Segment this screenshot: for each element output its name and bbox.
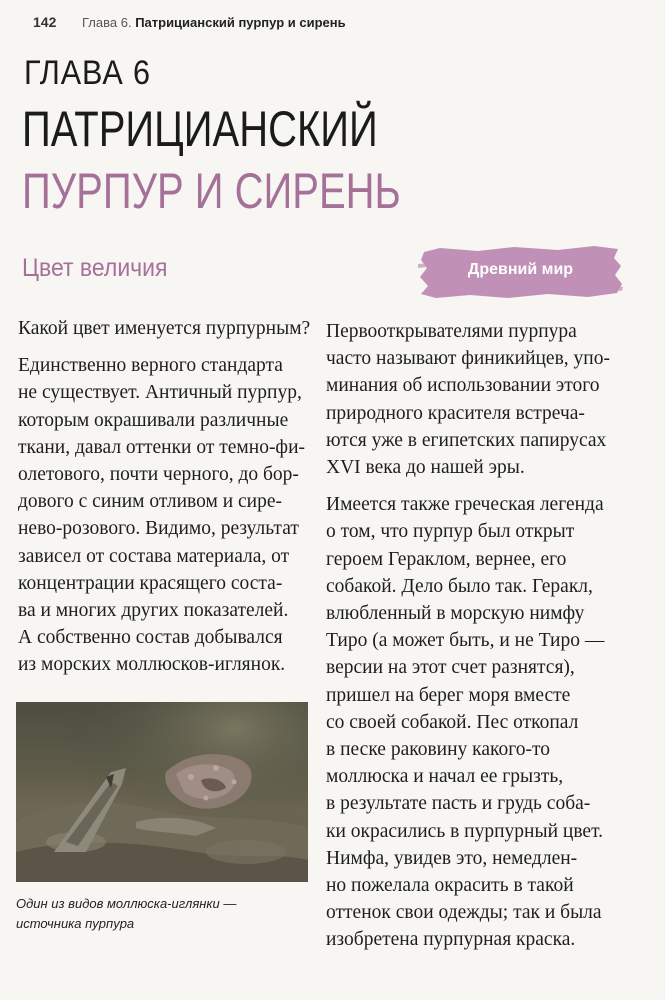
text-line: со своей собакой. Пес откопал <box>326 711 579 733</box>
text-line: о том, что пурпур был открыт <box>326 521 575 543</box>
text-line: нево-розового. Видимо, результат <box>18 518 299 540</box>
text-line: Нимфа, увидев это, немедлен- <box>326 847 578 869</box>
text-line: версии на этот счет разнятся), <box>326 657 575 679</box>
text-line: которым окрашивали различные <box>18 409 289 431</box>
mollusk-photo-illustration <box>16 702 308 882</box>
text-line: минания об использовании этого <box>326 375 600 397</box>
text-line: ва и многих других показателей. <box>18 600 289 622</box>
chapter-title-line-1: ПАТРИЦИАНСКИЙ <box>22 101 378 157</box>
caption-line: Один из видов моллюска-иглянки — <box>16 896 237 911</box>
text-line: концентрации красящего соста- <box>18 572 283 594</box>
text-line: ки окрасились в пурпурный цвет. <box>326 820 604 842</box>
text-line: часто называют финикийцев, упо- <box>326 348 610 370</box>
text-line: героем Гераклом, вернее, его <box>326 548 567 570</box>
text-line: не существует. Античный пурпур, <box>18 382 302 404</box>
text-line: в песке раковину какого-то <box>326 739 551 761</box>
text-line: Единственно верного стандарта <box>18 355 283 377</box>
chapter-label: ГЛАВА 6 <box>24 54 151 92</box>
text-line: изобретена пурпурная краска. <box>326 929 576 951</box>
text-line: но пожелала окрасить в такой <box>326 875 574 897</box>
text-line: ткани, давал оттенки от темно-фи- <box>18 436 305 458</box>
chapter-title-line-2: ПУРПУР И СИРЕНЬ <box>22 163 401 219</box>
running-chapter-title: Патрицианский пурпур и сирень <box>135 15 346 30</box>
mollusk-photo <box>16 702 308 882</box>
text-line: Имеется также греческая легенда <box>326 494 604 516</box>
category-tag <box>418 244 623 300</box>
text-line: олетового, почти черного, до бор- <box>18 464 299 486</box>
running-header <box>33 14 346 30</box>
text-line: влюбленный в морскую нимфу <box>326 603 585 625</box>
text-line: моллюска и начал ее грызть, <box>326 766 564 788</box>
text-line: из морских моллюсков-иглянок. <box>18 654 286 676</box>
text-line: зависел от состава материала, от <box>18 545 290 567</box>
text-line: Первооткрывателями пурпура <box>326 321 577 342</box>
question-line: Какой цвет именуется пурпурным? <box>18 318 311 339</box>
section-heading: Цвет величия <box>22 254 168 282</box>
chapter-reference: Глава 6. <box>81 15 132 30</box>
text-line: А собственно состав добывался <box>18 627 283 649</box>
page-number: 142 <box>33 14 57 30</box>
text-line: пришел на берег моря вместе <box>326 684 571 706</box>
text-line: дового с синим отливом и сире- <box>18 491 283 513</box>
text-line: Тиро (а может быть, и не Тиро — <box>326 630 605 652</box>
category-tag-label: Древний мир <box>467 261 574 278</box>
photo-caption <box>16 894 316 934</box>
right-column <box>326 318 646 954</box>
text-line: собакой. Дело было так. Геракл, <box>326 575 593 597</box>
caption-line: источника пурпура <box>16 916 135 931</box>
left-column <box>18 315 318 679</box>
text-line: XVI века до нашей эры. <box>326 457 525 479</box>
text-line: ются уже в египетских папирусах <box>326 429 607 451</box>
text-line: в результате пасть и грудь соба- <box>326 793 591 815</box>
text-line: природного красителя встреча- <box>326 402 585 424</box>
text-line: оттенок свои одежды; так и была <box>326 902 602 924</box>
